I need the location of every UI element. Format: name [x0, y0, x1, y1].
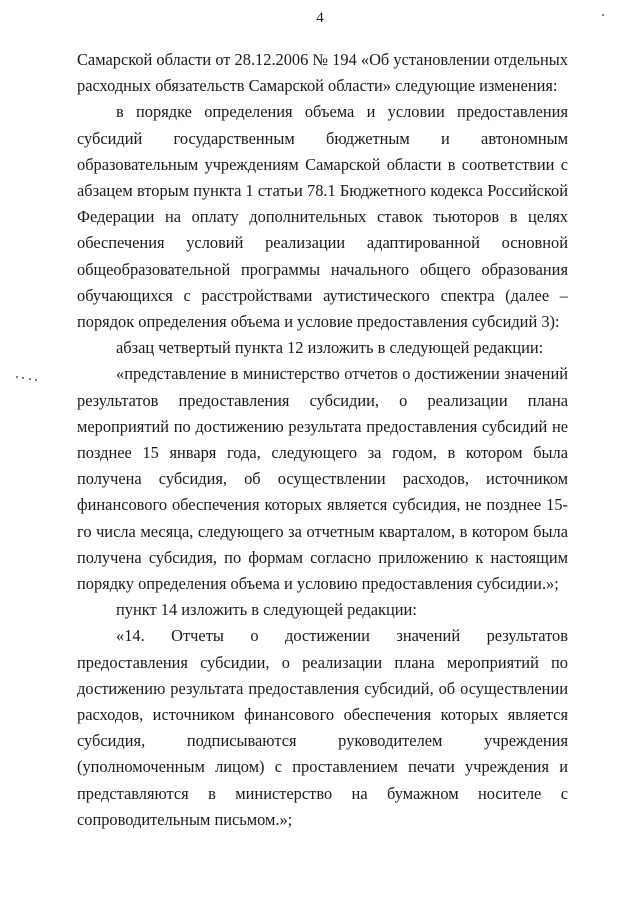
- paragraph-2: в порядке определения объема и условии предоставления субсидий государственным бюджетным и автономным образовательным учреждениям Самарской области в соответствии с абзацем вторым пункта 1 статьи 78.1 Бюджетного кодекса Российской Федерации на оплату дополнительных ставок тьюторов в целях обеспечения условий реализации адаптированной основной общеобразовательной программы начального общего образования обучающихся с расстройствами аутистического спектра (далее – порядок определения объема и условие предоставления субсидий 3):: [77, 102, 568, 332]
- paragraph-1: Самарской области от 28.12.2006 № 194 «Об установлении отдельных расходных обязательств Самарской области» следующие изменения:: [77, 50, 568, 96]
- scan-speck: [16, 376, 18, 378]
- page-number: 4: [316, 10, 324, 26]
- paragraph-4: «представление в министерство отчетов о достижении значений результатов предоставления субсидии, о реализации плана мероприятий по достижению результата предоставления субсидий не позднее 15 января года, следующего за годом, в котором была получена субсидия, об осуществлении расходов, источником финансового обеспечения которых является субсидия, не позднее 15-го числа месяца, следующего за отчетным кварталом, в котором была получена субсидия, по формам согласно приложению к настоящим порядку определения объема и условию предоставления субсидии.»;: [77, 364, 568, 594]
- scan-speck: [35, 379, 37, 381]
- paragraph-6: «14. Отчеты о достижении значений результатов предоставления субсидии, о реализации плана мероприятий по достижению результата предоставления субсидий, об осуществлении расходов, источником финансового обеспечения которых является субсидия, подписываются руководителем учреждения (уполномоченным лицом) с проставлением печати учреждения и представляются в министерство на бумажном носителе с сопроводительным письмом.»;: [77, 626, 568, 829]
- scan-speck: [22, 377, 24, 379]
- document-body: [77, 47, 568, 833]
- paragraph-3: абзац четвертый пункта 12 изложить в следующей редакции:: [116, 338, 544, 358]
- scan-speck: [602, 14, 604, 16]
- scan-speck: [29, 378, 31, 380]
- paragraph-5: пункт 14 изложить в следующей редакции:: [116, 600, 417, 620]
